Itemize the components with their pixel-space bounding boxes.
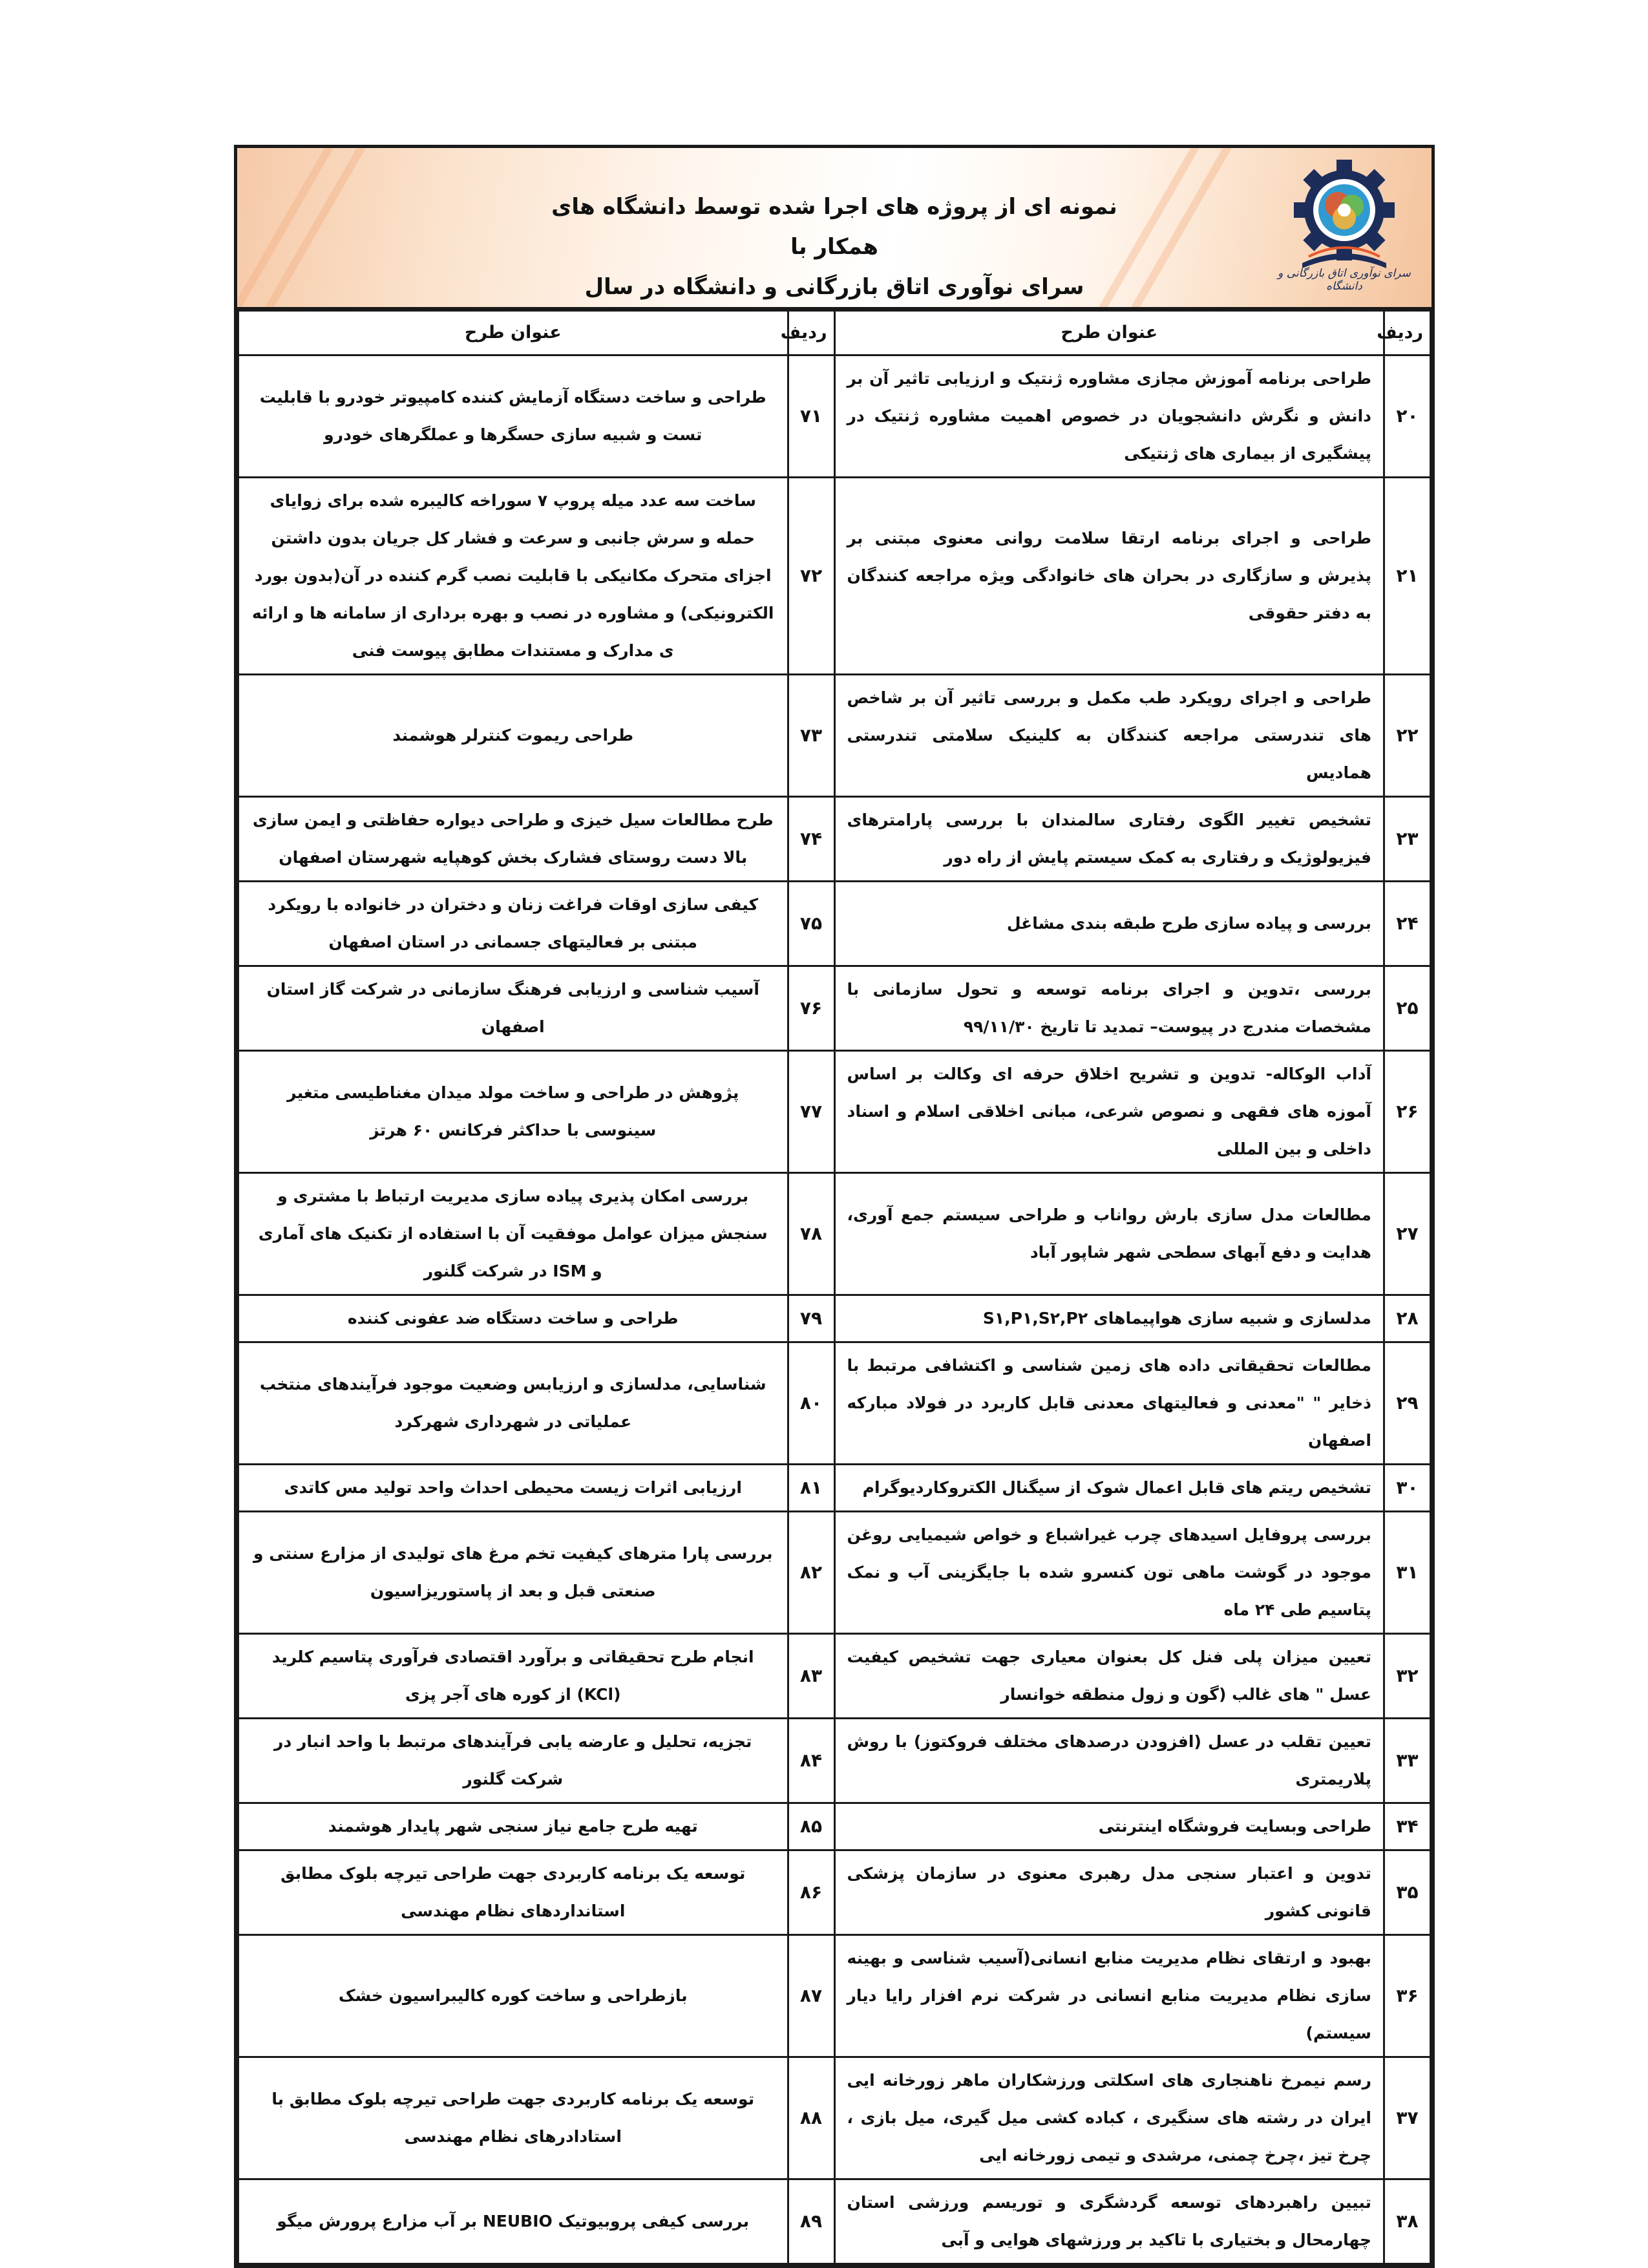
project-title: طرح مطالعات سیل خیزی و طراحی دیواره حفاظتی و ایمن سازی بالا دست روستای فشارک بخش کوهپایه شهرستان اصفهان: [238, 797, 788, 882]
table-header-row: [238, 311, 1431, 355]
row-number: ۸۳: [788, 1634, 834, 1719]
project-title: طراحی و اجرای رویکرد طب مکمل و بررسی تاثیر آن بر شاخص های تندرستی مراجعه کنندگان به کلینیک سلامتی تندرستی همادیس: [834, 675, 1384, 797]
project-title: تشخیص ریتم های قابل اعمال شوک از سیگنال الکتروکاردیوگرام: [834, 1465, 1384, 1512]
project-title: تدوین و اعتبار سنجی مدل رهبری معنوی در سازمان پزشکی قانونی کشور: [834, 1850, 1384, 1935]
project-title: طراحی و ساخت دستگاه آزمایش کننده کامپیوتر خودرو با قابلیت تست و شبیه سازی حسگرها و عملگرهای خودرو: [238, 355, 788, 478]
row-number: ۲۵: [1384, 966, 1431, 1051]
project-title: کیفی سازی اوقات فراغت زنان و دختران در خانواده با رویکرد مبتنی بر فعالیتهای جسمانی در استان اصفهان: [238, 882, 788, 966]
project-title: بررسی کیفی پروبیوتیک NEUBIO بر آب مزارع پرورش میگو: [238, 2179, 788, 2264]
row-number: ۲۸: [1384, 1295, 1431, 1342]
row-number: ۷۴: [788, 797, 834, 882]
project-title: مطالعات تحقیقاتی داده های زمین شناسی و اکتشافی مرتبط با ذخایر " "معدنی و فعالیتهای معدنی قابل کاربرد در فولاد مبارکه اصفهان: [834, 1342, 1384, 1465]
projects-table: [237, 310, 1431, 2265]
row-number: ۷۹: [788, 1295, 834, 1342]
row-number: ۲۴: [1384, 882, 1431, 966]
row-number: ۲۶: [1384, 1051, 1431, 1173]
project-title: طراحی برنامه آموزش مجازی مشاوره ژنتیک و ارزیابی تاثیر آن بر دانش و نگرش دانشجویان در خصوص اهمیت مشاوره ژنتیک در پیشگیری از بیماری های ژنتیکی: [834, 355, 1384, 478]
row-number: ۸۹: [788, 2179, 834, 2264]
row-number: ۷۲: [788, 478, 834, 675]
project-title: تجزیه، تحلیل و عارضه یابی فرآیندهای مرتبط با واحد انبار در شرکت گلنور: [238, 1719, 788, 1803]
row-number: ۸۰: [788, 1342, 834, 1465]
project-title: بررسی پروفایل اسیدهای چرب غیراشباع و خواص شیمیایی روغن موجود در گوشت ماهی تون کنسرو شده با جایگزینی آب و نمک پتاسیم طی ۲۴ ماه: [834, 1512, 1384, 1634]
project-title: تعیین میزان پلی فنل کل بعنوان معیاری جهت تشخیص کیفیت عسل " های غالب (گون و زول منطقه خوانسار: [834, 1634, 1384, 1719]
project-title: آسیب شناسی و ارزیابی فرهنگ سازمانی در شرکت گاز استان اصفهان: [238, 966, 788, 1051]
table-row: [238, 675, 1431, 797]
row-number: ۳۲: [1384, 1634, 1431, 1719]
table-row: [238, 1465, 1431, 1512]
project-title: تهیه طرح جامع نیاز سنجی شهر پایدار هوشمند: [238, 1803, 788, 1850]
project-title: بهبود و ارتقای نظام مدیریت منابع انسانی(آسیب شناسی و بهینه سازی نظام مدیریت منابع انسانی در شرکت نرم افزار رایا دیار سیستم): [834, 1935, 1384, 2057]
row-number: ۲۲: [1384, 675, 1431, 797]
project-title: مطالعات مدل سازی بارش رواناب و طراحی سیستم جمع آوری، هدایت و دفع آبهای سطحی شهر شاپور آباد: [834, 1173, 1384, 1295]
row-number: ۳۶: [1384, 1935, 1431, 2057]
row-number: ۷۷: [788, 1051, 834, 1173]
project-title: شناسایی، مدلسازی و ارزیابس وضعیت موجود فرآیندهای منتخب عملیاتی در شهرداری شهرکرد: [238, 1342, 788, 1465]
project-title: طراحی وبسایت فروشگاه اینترنتی: [834, 1803, 1384, 1850]
project-title: پژوهش در طراحی و ساخت مولد میدان مغناطیسی متغیر سینوسی با حداکثر فرکانس ۶۰ هرتز: [238, 1051, 788, 1173]
project-title: تبیین راهبردهای توسعه گردشگری و توریسم ورزشی استان چهارمحال و بختیاری با تاکید بر ورزشهای هوایی و آبی: [834, 2179, 1384, 2264]
table-row: [238, 1295, 1431, 1342]
row-number: ۳۰: [1384, 1465, 1431, 1512]
table-row: [238, 1935, 1431, 2057]
row-number: ۸۱: [788, 1465, 834, 1512]
table-row: [238, 1719, 1431, 1803]
row-number: ۳۱: [1384, 1512, 1431, 1634]
table-row: [238, 1512, 1431, 1634]
project-title: طراحی و اجرای برنامه ارتقا سلامت روانی معنوی مبتنی بر پذیرش و سازگاری در بحران های خانوادگی ویژه مراجعه کنندگان به دفتر حقوقی: [834, 478, 1384, 675]
project-title: طراحی ریموت کنترلر هوشمند: [238, 675, 788, 797]
project-title: بازطراحی و ساخت کوره کالیبراسیون خشک: [238, 1935, 788, 2057]
row-number: ۲۱: [1384, 478, 1431, 675]
row-number: ۲۷: [1384, 1173, 1431, 1295]
document-frame: [234, 145, 1435, 2268]
row-number: ۷۶: [788, 966, 834, 1051]
project-title: ارزیابی اثرات زیست محیطی احداث واحد تولید مس کاتدی: [238, 1465, 788, 1512]
row-number: ۸۷: [788, 1935, 834, 2057]
project-title: توسعه یک برنامه کاربردی جهت طراحی تیرچه بلوک مطابق استانداردهای نظام مهندسی: [238, 1850, 788, 1935]
row-number: ۸۸: [788, 2057, 834, 2179]
banner-stripe: [237, 148, 341, 310]
row-number: ۸۶: [788, 1850, 834, 1935]
header-banner: [237, 148, 1431, 310]
table-row: [238, 478, 1431, 675]
table-row: [238, 1051, 1431, 1173]
project-title: بررسی امکان پذیری پیاده سازی مدیریت ارتباط با مشتری و سنجش میزان عوامل موفقیت آن با استفاده از تکنیک های آماری و ISM در شرکت گلنور: [238, 1173, 788, 1295]
header-row-number: ردیف: [788, 311, 834, 355]
table-row: [238, 1850, 1431, 1935]
table-row: [238, 355, 1431, 478]
row-number: ۸۵: [788, 1803, 834, 1850]
project-title: تعیین تقلب در عسل (افزودن درصدهای مختلف فروکتوز) با روش پلاریمتری: [834, 1719, 1384, 1803]
row-number: ۳۳: [1384, 1719, 1431, 1803]
row-number: ۳۴: [1384, 1803, 1431, 1850]
project-title: طراحی و ساخت دستگاه ضد عفونی کننده: [238, 1295, 788, 1342]
project-title: رسم نیمرخ ناهنجاری های اسکلتی ورزشکاران ماهر زورخانه ایی ایران در رشته های سنگیری ، کباده کشی میل گیری، میل بازی ، چرخ تیز ،چرخ چمنی، مرشدی و تیمی زورخانه ایی: [834, 2057, 1384, 2179]
row-number: ۷۸: [788, 1173, 834, 1295]
table-row: [238, 1342, 1431, 1465]
table-row: [238, 797, 1431, 882]
row-number: ۳۷: [1384, 2057, 1431, 2179]
row-number: ۸۲: [788, 1512, 834, 1634]
project-title: آداب الوکاله- تدوین و تشریح اخلاق حرفه ای وکالت بر اساس آموزه های فقهی و نصوص شرعی، مبانی اخلاقی اسلام و اسناد داخلی و بین المللی: [834, 1051, 1384, 1173]
row-number: ۲۳: [1384, 797, 1431, 882]
table-row: [238, 966, 1431, 1051]
page-title: [547, 187, 1121, 310]
table-row: [238, 2057, 1431, 2179]
gear-bulb-logo-icon: [1257, 153, 1431, 276]
header-project-title: عنوان طرح: [834, 311, 1384, 355]
header-row-number: ردیف: [1384, 311, 1431, 355]
table-row: [238, 882, 1431, 966]
logo: [1257, 153, 1431, 302]
title-line-1: نمونه ای از پروژه های اجرا شده توسط دانشگاه های همکار با: [551, 194, 1117, 260]
table-row: [238, 1173, 1431, 1295]
project-title: تشخیص تغییر الگوی رفتاری سالمندان با بررسی پارامترهای فیزیولوژیک و رفتاری به کمک سیستم پایش از راه دور: [834, 797, 1384, 882]
project-title: انجام طرح تحقیقاتی و برآورد اقتصادی فرآوری پتاسیم کلرید (KCl) از کوره های آجر پزی: [238, 1634, 788, 1719]
header-project-title: عنوان طرح: [238, 311, 788, 355]
table-row: [238, 1634, 1431, 1719]
project-title: ساخت سه عدد میله پروپ ۷ سوراخه کالیبره شده برای زوایای حمله و سرش جانبی و سرعت و فشار کل جریان بدون داشتن اجزای متحرک مکانیکی با قابلیت نصب گرم کننده در آن(بدون بورد الکترونیکی) و مشاوره در نصب و بهره برداری از سامانه ها و ارائه ی مدارک و مستندات مطابق پیوست فنی: [238, 478, 788, 675]
project-title: بررسی پارا مترهای کیفیت تخم مرغ های تولیدی از مزارع سنتی و صنعتی قبل و بعد از پاستوریزاسیون: [238, 1512, 788, 1634]
logo-text: سرای نوآوری اتاق بازرگانی و دانشگاه: [1278, 267, 1411, 293]
table-row: [238, 1803, 1431, 1850]
table-row: [238, 2179, 1431, 2264]
row-number: ۳۵: [1384, 1850, 1431, 1935]
row-number: ۲۹: [1384, 1342, 1431, 1465]
row-number: ۷۳: [788, 675, 834, 797]
row-number: ۸۴: [788, 1719, 834, 1803]
row-number: ۳۸: [1384, 2179, 1431, 2264]
project-title: مدلسازی و شبیه سازی هواپیماهای S۱,P۱,S۲,P۲: [834, 1295, 1384, 1342]
row-number: ۷۵: [788, 882, 834, 966]
row-number: ۲۰: [1384, 355, 1431, 478]
project-title: توسعه یک برنامه کاربردی جهت طراحی تیرچه بلوک مطابق با استادادرهای نظام مهندسی: [238, 2057, 788, 2179]
title-line-2: سرای نوآوری اتاق بازرگانی و دانشگاه در سال: [584, 274, 1084, 300]
project-title: بررسی ،تدوین و اجرای برنامه توسعه و تحول سازمانی با مشخصات مندرج در پیوست– تمدید تا تاریخ ۹۹/۱۱/۳۰: [834, 966, 1384, 1051]
project-title: بررسی و پیاده سازی طرح طبقه بندی مشاغل: [834, 882, 1384, 966]
row-number: ۷۱: [788, 355, 834, 478]
